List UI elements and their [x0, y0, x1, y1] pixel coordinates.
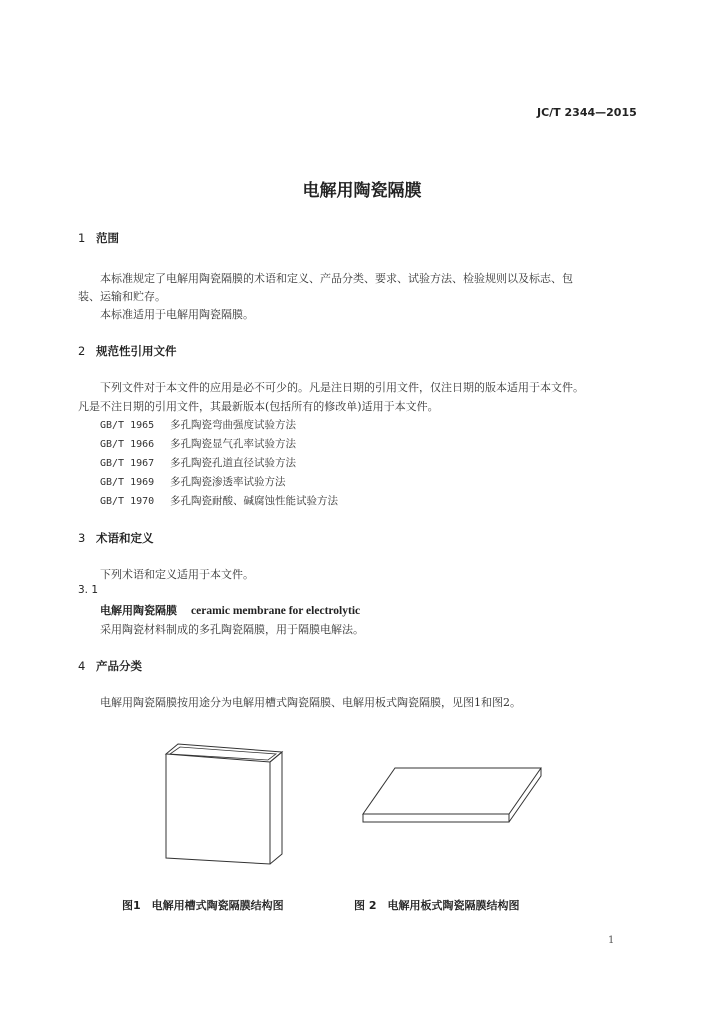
reference-code: GB/T 1965: [100, 420, 155, 431]
box-side-face: [270, 752, 282, 864]
term-entry: [100, 602, 360, 618]
section-1-heading: [78, 230, 119, 246]
plate-side-edge: [509, 768, 541, 822]
figure-2-plate-membrane-drawing: [355, 760, 555, 830]
reference-item: [100, 455, 296, 470]
section-3-heading: [78, 530, 154, 546]
section-1-paragraph-cont: 装、运输和贮存。: [78, 290, 166, 303]
section-3-paragraph: 下列术语和定义适用于本文件。: [100, 568, 254, 581]
section-2-paragraph-cont: 凡是不注日期的引用文件，其最新版本(包括所有的修改单)适用于本文件。: [78, 400, 439, 413]
section-1-paragraph: 本标准规定了电解用陶瓷隔膜的术语和定义、产品分类、要求、试验方法、检验规则以及标志、包: [100, 272, 573, 285]
figure-1-trough-membrane-drawing: [150, 740, 290, 870]
term-chinese: 电解用陶瓷隔膜: [100, 604, 177, 617]
figure-2-caption: 图 2 电解用板式陶瓷隔膜结构图: [354, 899, 520, 912]
document-title: 电解用陶瓷隔膜: [302, 181, 422, 201]
reference-name: 多孔陶瓷弯曲强度试验方法: [170, 419, 296, 431]
section-number: 4: [78, 659, 86, 673]
clause-number: 3. 1: [78, 584, 99, 596]
reference-name: 多孔陶瓷渗透率试验方法: [170, 476, 286, 488]
page-number: 1: [608, 935, 615, 946]
section-2-paragraph: 下列文件对于本文件的应用是必不可少的。凡是注日期的引用文件，仅注日期的版本适用于本文件。: [100, 381, 584, 394]
section-2-heading: [78, 343, 177, 359]
section-title: 术语和定义: [96, 531, 154, 545]
reference-code: GB/T 1967: [100, 458, 155, 469]
reference-code: GB/T 1966: [100, 439, 155, 450]
section-4-paragraph: 电解用陶瓷隔膜按用途分为电解用槽式陶瓷隔膜、电解用板式陶瓷隔膜，见图1和图2。: [100, 696, 521, 709]
reference-item: [100, 417, 296, 432]
reference-name: 多孔陶瓷显气孔率试验方法: [170, 438, 296, 450]
term-definition: 采用陶瓷材料制成的多孔陶瓷隔膜，用于隔膜电解法。: [100, 623, 364, 636]
reference-code: GB/T 1970: [100, 496, 155, 507]
plate-front-edge: [363, 814, 509, 822]
section-number: 1: [78, 231, 86, 245]
section-number: 3: [78, 531, 86, 545]
section-title: 产品分类: [96, 659, 142, 673]
reference-code: GB/T 1969: [100, 477, 155, 488]
reference-name: 多孔陶瓷耐酸、碱腐蚀性能试验方法: [170, 495, 338, 507]
figure-1-caption: 图1 电解用槽式陶瓷隔膜结构图: [122, 899, 284, 912]
reference-item: [100, 474, 286, 489]
standard-number: JC/T 2344—2015: [537, 106, 637, 119]
reference-item: [100, 493, 338, 508]
section-number: 2: [78, 344, 86, 358]
term-english: ceramic membrane for electrolytic: [191, 605, 361, 617]
section-1-paragraph: 本标准适用于电解用陶瓷隔膜。: [100, 308, 254, 321]
section-4-heading: [78, 658, 142, 674]
reference-item: [100, 436, 296, 451]
section-title: 规范性引用文件: [96, 344, 177, 358]
box-front-face: [166, 754, 270, 864]
plate-top-face: [363, 768, 541, 814]
reference-name: 多孔陶瓷孔道直径试验方法: [170, 457, 296, 469]
section-title: 范围: [96, 231, 119, 245]
